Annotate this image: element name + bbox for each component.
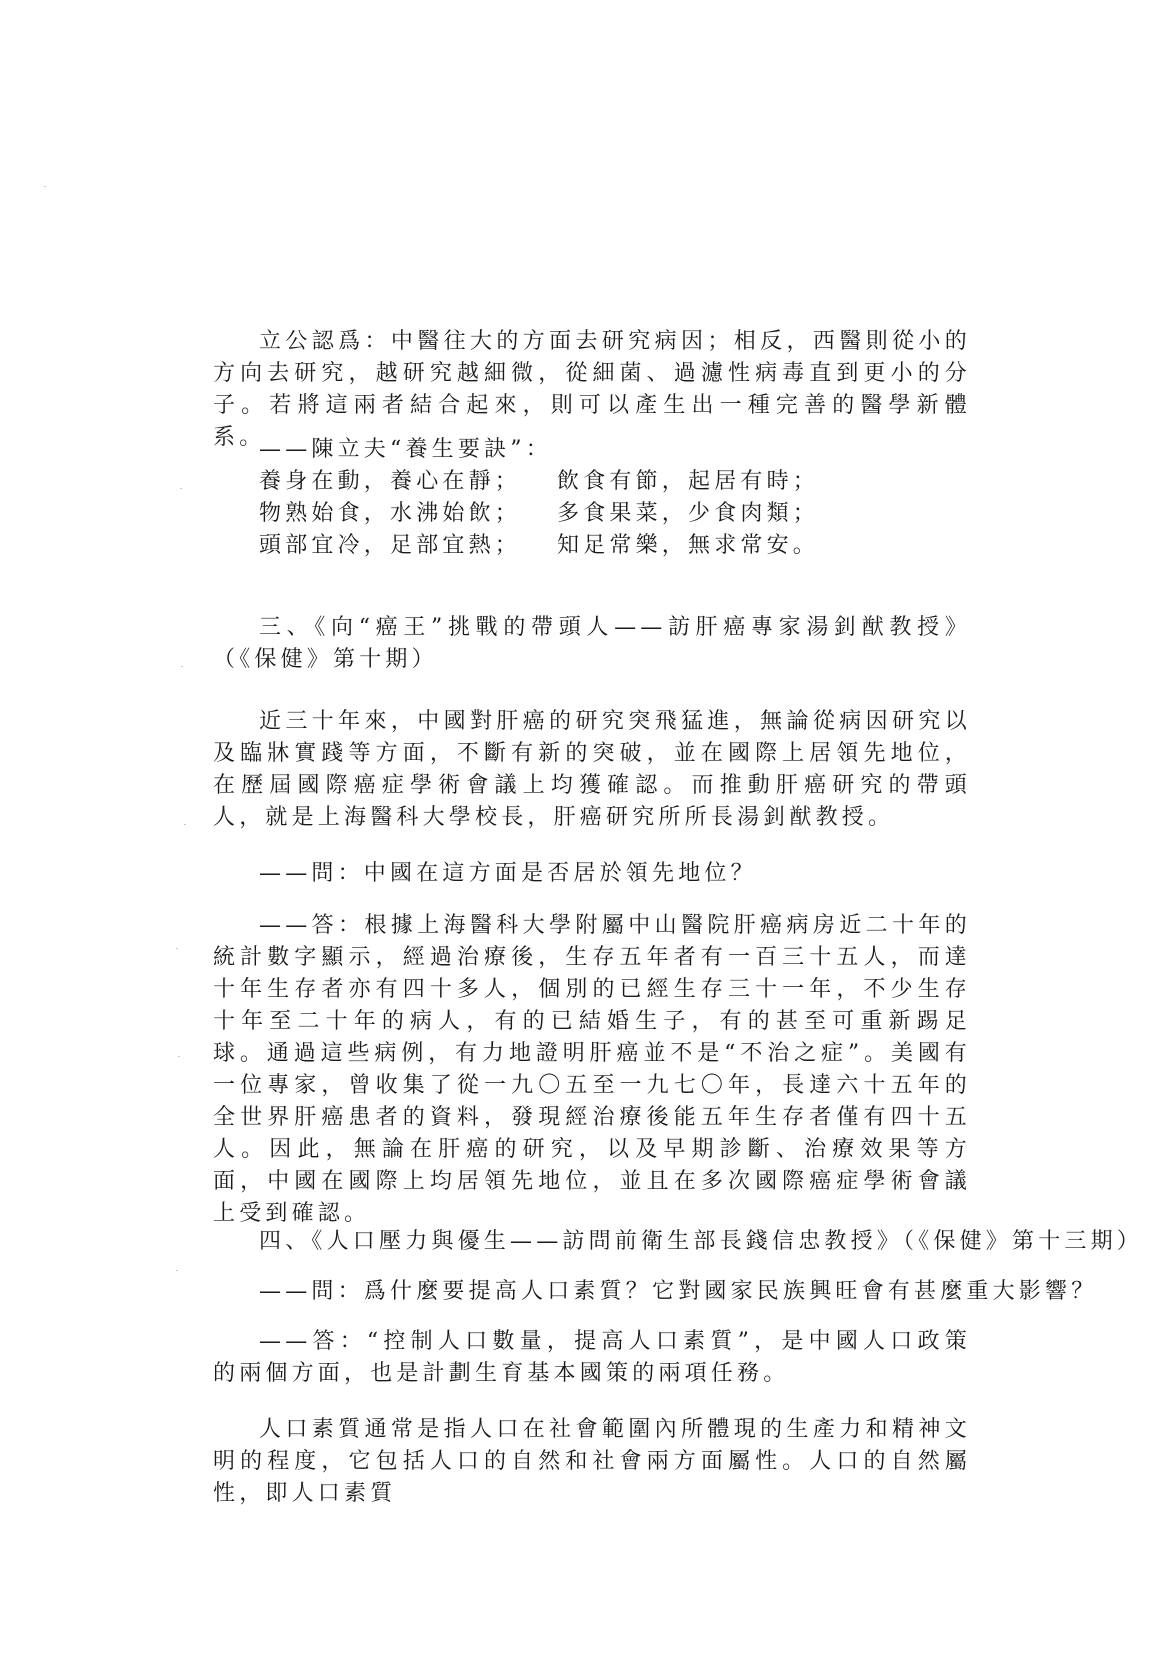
section-3-heading: 三、《向“癌王”挑戰的帶頭人——訪肝癌專家湯釗猷教授》（《保健》第十期） <box>213 615 971 672</box>
scan-speck <box>44 186 46 187</box>
poem-line-left: 物熟始食，水沸始飲； <box>259 501 522 526</box>
paragraph-liver-cancer-intro: 近三十年來，中國對肝癌的研究突飛猛進，無論從病因研究以及臨牀實踐等方面，不斷有新的突破，並在國際上居領先地位，在歷屆國際癌症學術會議上均獲確認。而推動肝癌研究的帶頭人，就是上海醫科大學校長，肝癌研究所所長湯釗猷教授。 <box>213 709 971 830</box>
paragraph-lifu-view: 立公認爲：中醫往大的方面去研究病因；相反，西醫則從小的方向去研究，越研究越細微，從細菌、過濾性病毒直到更小的分子。若將這兩者結合起來，則可以產生出一種完善的醫學新體系。 <box>213 329 971 450</box>
poem-row <box>213 498 971 530</box>
poem-line-right: 知足常樂，無求常安。 <box>557 533 820 558</box>
scan-speck <box>176 1270 178 1271</box>
question-2: ——問：爲什麼要提高人口素質？它對國家民族興旺會有甚麼重大影響？ <box>259 1279 1098 1304</box>
poem-line-left: 頭部宜冷，足部宜熱； <box>259 533 522 558</box>
paragraph-population-quality: 人口素質通常是指人口在社會範圍內所體現的生產力和精神文明的程度，它包括人口的自然和社會兩方面屬性。人口的自然屬性，即人口素質 <box>213 1417 971 1506</box>
question-1: ——問：中國在這方面是否居於領先地位？ <box>259 861 757 886</box>
poem-line-left: 養身在動，養心在靜； <box>259 469 522 494</box>
scan-speck <box>178 1056 180 1057</box>
answer-2: ——答：“控制人口數量，提高人口素質”，是中國人口政策的兩個方面，也是計劃生育基本國策的兩項任務。 <box>213 1329 971 1386</box>
poem-line-right: 多食果菜，少食肉類； <box>557 501 820 526</box>
poem-row <box>213 466 971 498</box>
poem-row <box>213 530 971 562</box>
poem-line-right: 飲食有節，起居有時； <box>557 469 820 494</box>
scan-speck <box>181 666 183 667</box>
scan-speck <box>184 824 186 825</box>
answer-1: ——答：根據上海醫科大學附屬中山醫院肝癌病房近二十年的統計數字顯示，經過治療後，生存五年者有一百三十五人，而達十年生存者亦有四十多人，個別的已經生存三十一年，不少生存十年至二十年的病人，有的已結婚生子，有的甚至可重新踢足球。通過這些病例，有力地證明肝癌並不是“不治之症”。美國有一位專家，曾收集了從一九〇五至一九七〇年，長達六十五年的全世界肝癌患者的資料，發現經治療後能五年生存者僅有四十五人。因此，無論在肝癌的研究，以及早期診斷、治療效果等方面，中國在國際上均居領先地位，並且在多次國際癌症學術會議上受到確認。 <box>213 913 971 1226</box>
poem-attribution: ——陳立夫“養生要訣”： <box>259 437 552 462</box>
scan-speck <box>176 948 178 949</box>
poem-block <box>213 434 971 562</box>
section-4-heading: 四、《人口壓力與優生——訪問前衛生部長錢信忠教授》（《保健》第十三期） <box>259 1229 1144 1254</box>
scan-speck <box>180 488 182 489</box>
